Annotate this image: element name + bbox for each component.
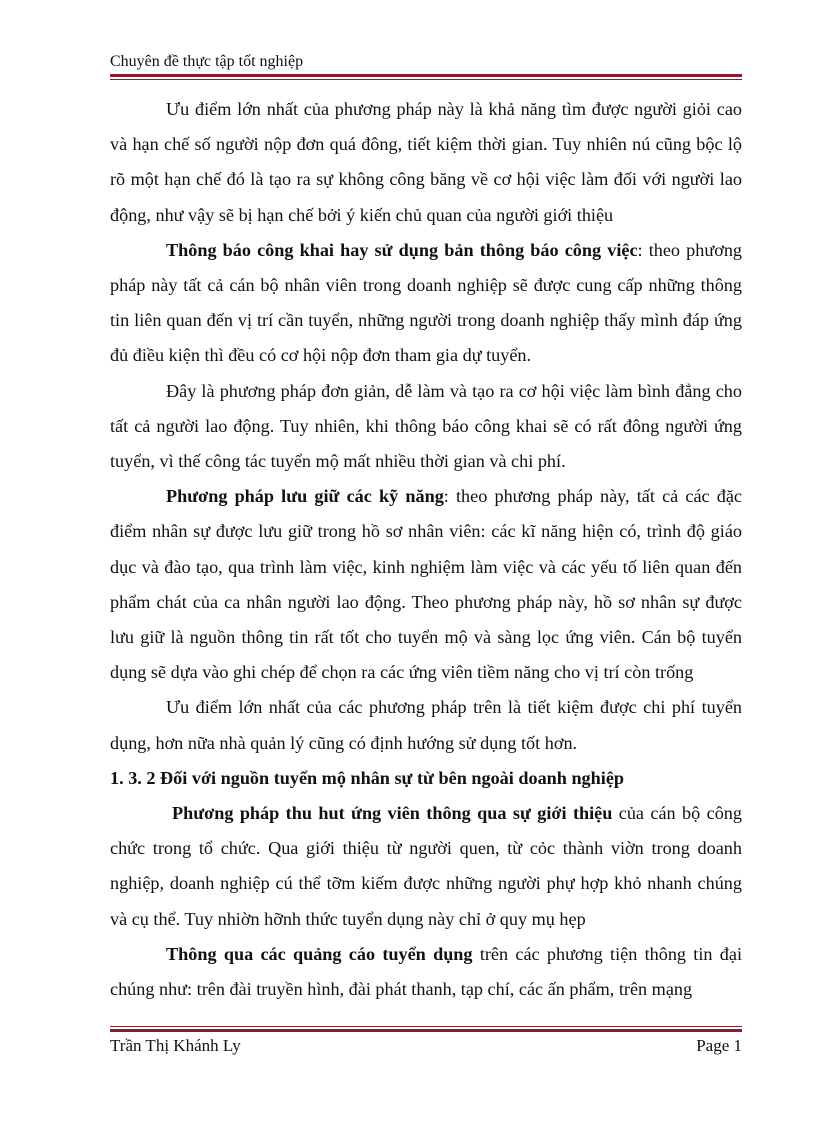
paragraph-5: Ưu điểm lớn nhất của các phương pháp trên là tiết kiệm được chi phí tuyển dụng, hơn nữa nhà quản lý cũng có định hướng sử dụng tốt hơn. xyxy=(110,697,742,753)
footer-divider xyxy=(110,1024,742,1032)
paragraph-6-text: của cán bộ công chức trong tổ chức. Qua giới thiệu từ người quen, từ cỏc thành viờn trong doanh nghiệp, doanh nghiệp cú thể tỡm kiếm được những người phự hợp khỏ nhanh chúng và cụ thể. Tuy nhiờn hỡnh thức tuyển dụng này chỉ ở quy mụ hẹp xyxy=(110,803,742,929)
page-header xyxy=(110,52,742,72)
footer-author: Trần Thị Khánh Ly xyxy=(110,1036,241,1055)
paragraph-4-text: : theo phương pháp này, tất cả các đặc điểm nhân sự được lưu giữ trong hồ sơ nhân viên: các kĩ năng hiện có, trình độ giáo dục và đào tạo, qua trình làm việc, kinh nghiệm làm việc và các yếu tố liên quan đến phẩm chát của ca nhân người lao động. Theo phương pháp này, hồ sơ nhân sự được lưu giữ là nguồn thông tin rất tốt cho tuyển mộ và sàng lọc ứng viên. Cán bộ tuyển dụng sẽ dựa vào ghi chép để chọn ra các ứng viên tiềm năng cho vị trí còn trống xyxy=(110,486,742,683)
paragraph-2-term: Thông báo công khai hay sử dụng bản thông báo công việc xyxy=(166,239,638,260)
page-footer xyxy=(110,1036,742,1056)
paragraph-7-term: Thông qua các quảng cáo tuyển dụng xyxy=(166,943,473,964)
paragraph-7 xyxy=(110,937,742,1007)
paragraph-1: Ưu điểm lớn nhất của phương pháp này là khả năng tìm được người giỏi cao và hạn chế số người nộp đơn quá đông, tiết kiệm thời gian. Tuy nhiên nú cũng bộc lộ rõ một hạn chế đó là tạo ra sự không công băng về cơ hội việc làm đối với người lao động, như vậy sẽ bị hạn chế bởi ý kiến chủ quan của người giới thiệu xyxy=(110,99,742,225)
paragraph-7-text: trên các phương tiện thông tin đại chúng như: trên đài truyền hình, đài phát thanh, tạp chí, các ấn phẩm, trên mạng xyxy=(110,943,743,1000)
header-title: Chuyên đề thực tập tốt nghiệp xyxy=(110,53,304,70)
paragraph-4 xyxy=(110,479,742,690)
header-divider xyxy=(110,74,742,80)
paragraph-2 xyxy=(110,233,742,374)
paragraph-6-term: Phương pháp thu hut ứng viên thông qua sự giới thiệu xyxy=(172,803,613,824)
page-number: Page 1 xyxy=(696,1036,742,1055)
paragraph-3: Đây là phương pháp đơn giản, dễ làm và tạo ra cơ hội việc làm bình đẳng cho tất cả người lao động. Tuy nhiên, khi thông báo công khai sẽ có rất đông người ứng tuyển, vì thế công tác tuyển mộ mất nhiều thời gian và chi phí. xyxy=(110,380,742,472)
document-body xyxy=(110,92,742,1007)
section-heading: 1. 3. 2 Đối với nguồn tuyển mộ nhân sự từ bên ngoài doanh nghiệp xyxy=(110,767,625,788)
paragraph-6 xyxy=(110,796,742,937)
paragraph-2-text: : theo phương pháp này tất cả cán bộ nhân viên trong doanh nghiệp sẽ được cung cấp những thông tin liên quan đến vị trí cần tuyển, những người trong doanh nghiệp thấy mình đáp ứng đủ điều kiện thì đều có cơ hội nộp đơn tham gia dự tuyển. xyxy=(110,239,743,366)
paragraph-4-term: Phương pháp lưu giữ các kỹ năng xyxy=(166,486,444,507)
